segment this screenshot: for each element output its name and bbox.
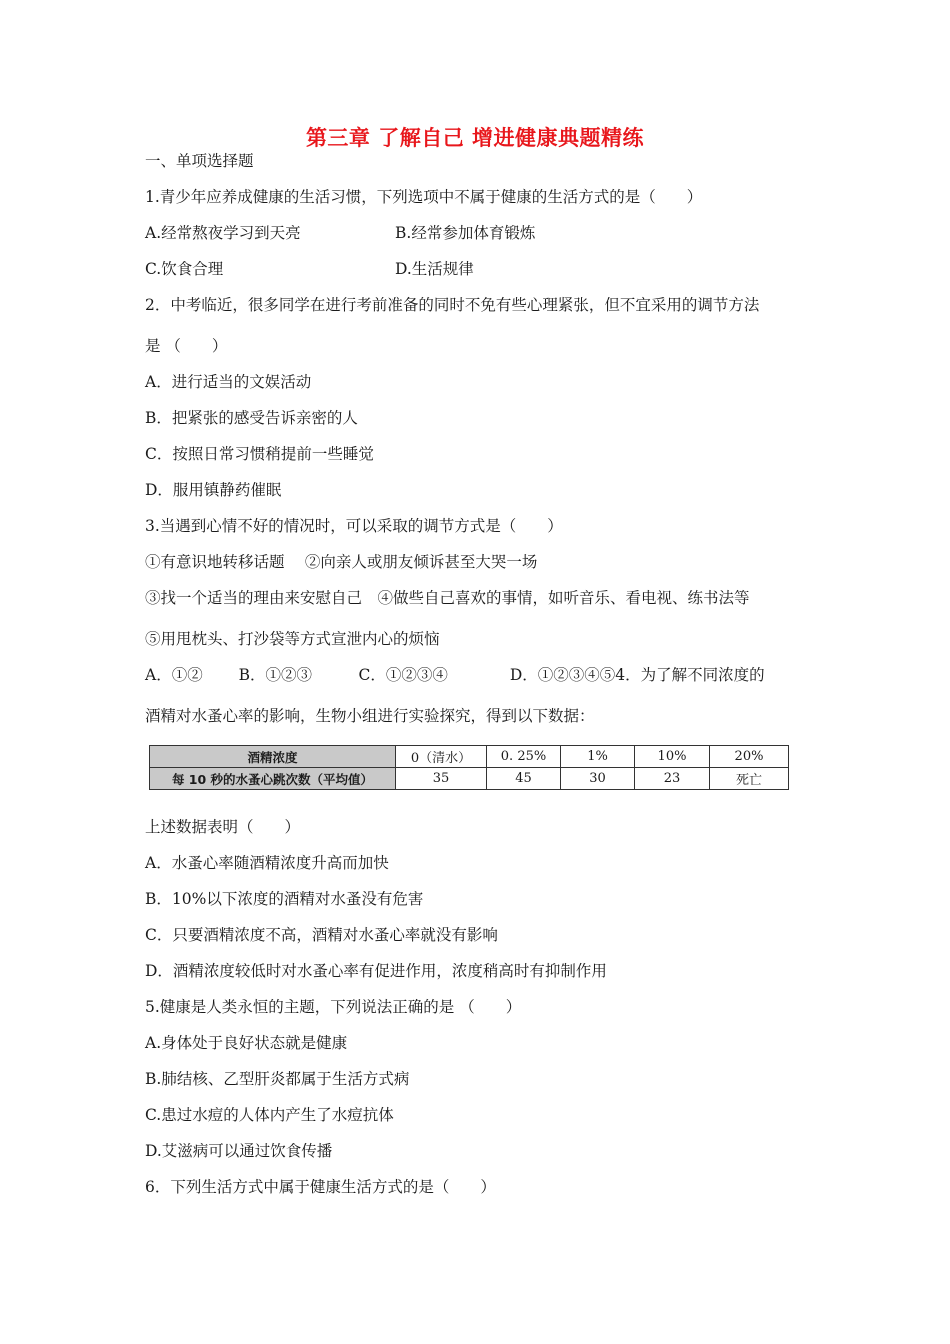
- data-table: [149, 745, 789, 790]
- question-4-stem: 酒精对水蚤心率的影响，生物小组进行实验探究，得到以下数据：: [145, 707, 595, 725]
- table-cell: 死亡: [710, 768, 789, 790]
- table-cell: 35: [396, 768, 487, 790]
- table-row: [150, 746, 789, 768]
- question-3-stem: 3.当遇到心情不好的情况时，可以采取的调节方式是（ ）: [145, 517, 563, 535]
- question-3-item-line-1: ①有意识地转移话题 ②向亲人或朋友倾诉甚至大哭一场: [145, 553, 538, 571]
- question-3-item-line-2: ③找一个适当的理由来安慰自己 ④做些自己喜欢的事情，如听音乐、看电视、练书法等: [145, 589, 750, 607]
- table-cell: 30: [561, 768, 635, 790]
- question-2-stem: 2．中考临近，很多同学在进行考前准备的同时不免有些心理紧张，但不宜采用的调节方法: [145, 296, 760, 314]
- question-2-stem-cont: 是 （ ）: [145, 337, 228, 355]
- question-2-option-b: B．把紧张的感受告诉亲密的人: [145, 409, 358, 427]
- question-5-option-c: C.患过水痘的人体内产生了水痘抗体: [145, 1106, 394, 1124]
- table-row: [150, 768, 789, 790]
- question-1-option-a: A.经常熬夜学习到天亮: [145, 224, 301, 242]
- table-header-cell: 酒精浓度: [150, 746, 396, 768]
- question-4-prompt: 上述数据表明（ ）: [145, 818, 301, 836]
- question-2-option-c: C．按照日常习惯稍提前一些睡觉: [145, 445, 374, 463]
- question-1-option-d: D.生活规律: [395, 260, 474, 278]
- table-cell: 45: [487, 768, 561, 790]
- question-5-option-d: D.艾滋病可以通过饮食传播: [145, 1142, 333, 1160]
- table-cell: 10%: [635, 746, 710, 768]
- section-heading: 一、单项选择题: [145, 152, 254, 170]
- question-4-option-b: B．10%以下浓度的酒精对水蚤没有危害: [145, 890, 424, 908]
- question-5-stem: 5.健康是人类永恒的主题，下列说法正确的是 （ ）: [145, 998, 522, 1016]
- page-title: 第三章 了解自己 增进健康典题精练: [305, 126, 645, 150]
- question-4-option-a: A．水蚤心率随酒精浓度升高而加快: [145, 854, 389, 872]
- question-4-option-c: C．只要酒精浓度不高，酒精对水蚤心率就没有影响: [145, 926, 498, 944]
- question-5-option-a: A.身体处于良好状态就是健康: [145, 1034, 348, 1052]
- table-cell: 1%: [561, 746, 635, 768]
- question-1-option-b: B.经常参加体育锻炼: [395, 224, 536, 242]
- question-2-option-d: D．服用镇静药催眠: [145, 481, 282, 499]
- question-3-options: A．①② B．①②③ C．①②③④ D．①②③④⑤4．为了解不同浓度的: [145, 666, 765, 684]
- question-6-stem: 6．下列生活方式中属于健康生活方式的是（ ）: [145, 1178, 496, 1196]
- table-cell: 23: [635, 768, 710, 790]
- table-cell: 0. 25%: [487, 746, 561, 768]
- question-1-stem: 1.青少年应养成健康的生活习惯，下列选项中不属于健康的生活方式的是（ ）: [145, 188, 703, 206]
- table-header-cell: 每 10 秒的水蚤心跳次数（平均值）: [150, 768, 396, 790]
- question-1-option-c: C.饮食合理: [145, 260, 224, 278]
- table-cell: 0（清水）: [396, 746, 487, 768]
- question-4-option-d: D．酒精浓度较低时对水蚤心率有促进作用，浓度稍高时有抑制作用: [145, 962, 607, 980]
- question-2-option-a: A．进行适当的文娱活动: [145, 373, 312, 391]
- table-cell: 20%: [710, 746, 789, 768]
- question-3-item-line-3: ⑤用甩枕头、打沙袋等方式宣泄内心的烦恼: [145, 630, 440, 648]
- question-5-option-b: B.肺结核、乙型肝炎都属于生活方式病: [145, 1070, 410, 1088]
